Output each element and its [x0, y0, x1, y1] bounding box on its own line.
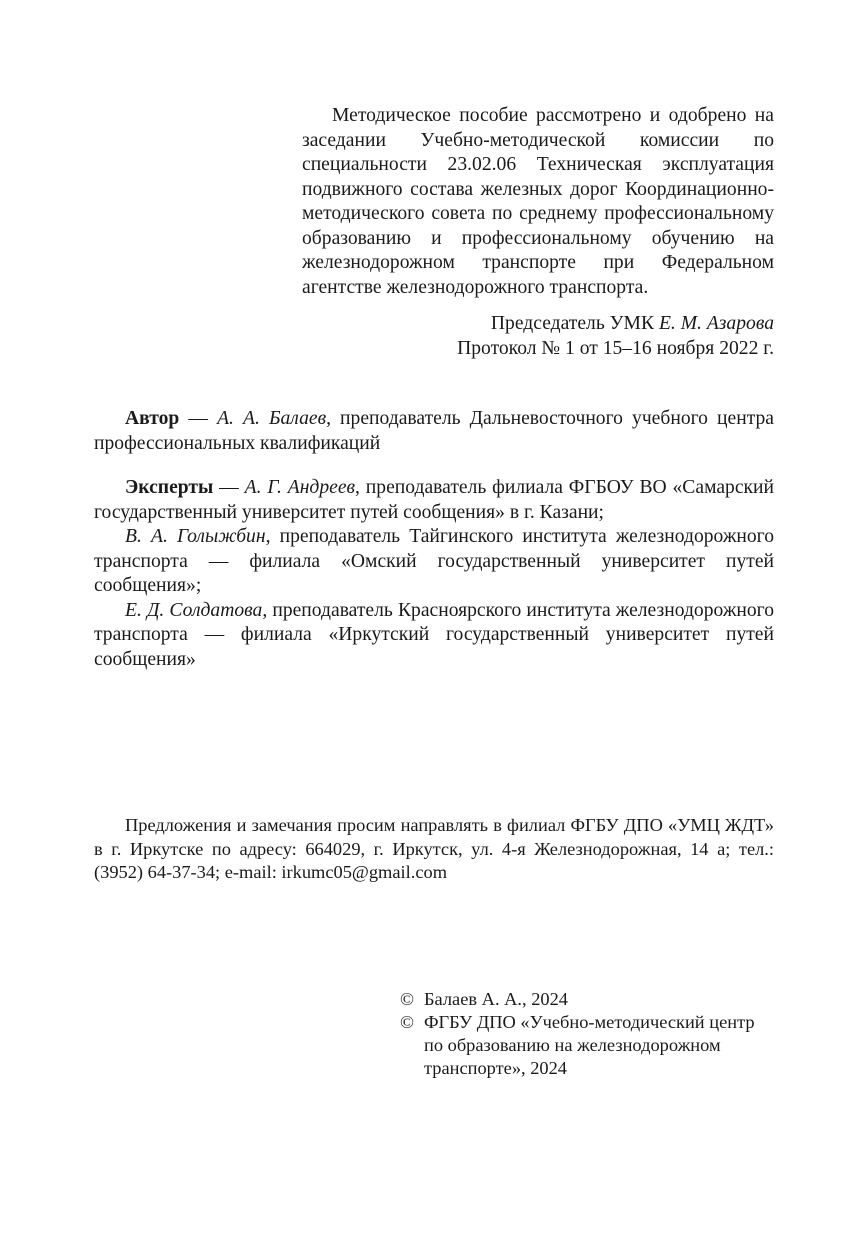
- approval-paragraph: [302, 104, 774, 300]
- expert-paragraph: [94, 476, 774, 525]
- protocol-line: Протокол № 1 от 15–16 ноября 2022 г.: [457, 337, 774, 359]
- author-name: А. А. Балаев: [217, 408, 327, 429]
- chair-info: [302, 312, 774, 361]
- expert-paragraph: [94, 525, 774, 599]
- expert-name: В. А. Голыжбин: [125, 526, 266, 547]
- author-dash: —: [179, 408, 218, 429]
- chair-label: Председатель УМК: [490, 313, 659, 334]
- chair-name: Е. М. Азарова: [658, 313, 774, 334]
- expert-name: Е. Д. Солдатова: [125, 599, 263, 621]
- feedback-paragraph: [94, 814, 774, 885]
- copyright-symbol: ©: [400, 1012, 414, 1032]
- experts-label: Эксперты: [125, 477, 214, 498]
- experts-dash: —: [213, 477, 245, 498]
- expert-paragraph: [94, 599, 774, 673]
- author-label: Автор: [125, 408, 180, 429]
- expert-text: , преподаватель филиала ФГБОУ ВО «Самарский государственный университет путей сообщения» в г. Казани;: [94, 477, 775, 523]
- credits-section: [94, 407, 774, 672]
- copyright-text: ФГБУ ДПО «Учебно-методический центр по образованию на железнодорожном транспорте», 2024: [424, 1012, 755, 1078]
- author-text: , преподаватель Дальневосточного учебного центра профессиональных квалификаций: [94, 408, 774, 454]
- copyright-symbol: ©: [400, 989, 414, 1009]
- copyright-text: Балаев А. А., 2024: [424, 989, 569, 1009]
- copyright-line: [400, 988, 774, 1011]
- feedback-text: Предложения и замечания просим направлять в филиал ФГБУ ДПО «УМЦ ЖДТ» в г. Иркутске по адресу: 664029, г. Иркутск, ул. 4-я Железнодорожная, 14 а; тел.: (3952) 64-37-34; e-mail: irkumc05@gmail.com: [94, 815, 774, 883]
- author-paragraph: [94, 407, 774, 456]
- approval-text: Методическое пособие рассмотрено и одобрено на заседании Учебно-методической комиссии по специальности 23.02.06 Техническая эксплуатация подвижного состава железных дорог Координационно-методического совета по среднему профессиональному образованию и профессиональному обучению на железнодорожном транспорте при Федеральном агентстве железнодорожного транспорта.: [302, 105, 774, 298]
- expert-name: А. Г. Андреев: [244, 477, 356, 498]
- expert-text: , преподаватель Тайгинского института железнодорожного транспорта — филиала «Омский государственный университет путей сообщения»;: [94, 526, 775, 596]
- copyright-line: [400, 1011, 774, 1080]
- expert-text: , преподаватель Красноярского института железнодорожного транспорта — филиала «Иркутский государственный университет путей сообщения»: [94, 599, 774, 670]
- chair-line: [302, 312, 774, 337]
- copyright-section: [400, 988, 774, 1080]
